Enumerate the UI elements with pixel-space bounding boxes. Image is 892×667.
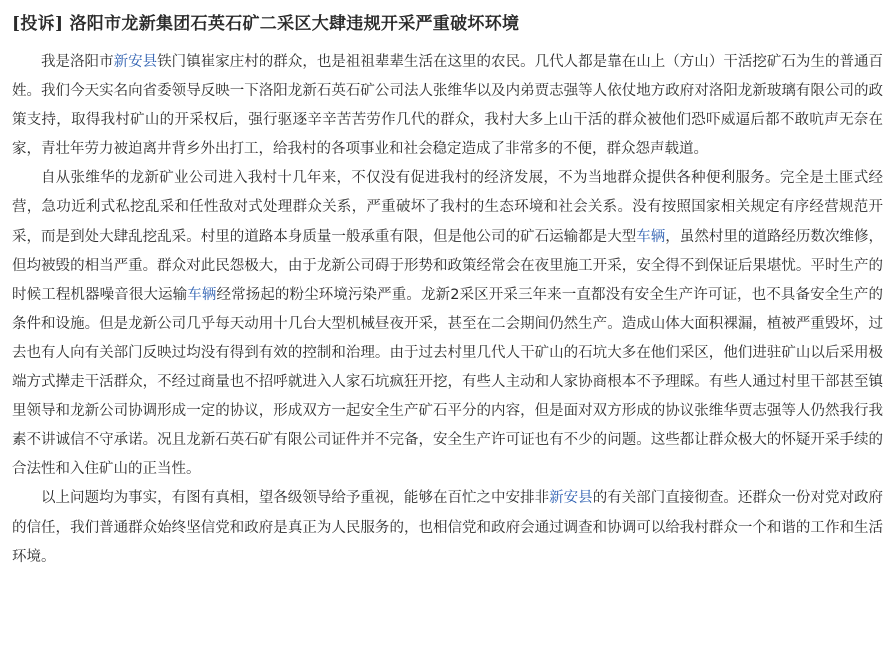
article-paragraph xyxy=(12,164,883,484)
paragraph-text: 我是洛阳市 xyxy=(41,54,114,70)
keyword-link[interactable]: 新安县 xyxy=(113,54,158,70)
paragraph-text: 自从张维华的龙新矿业公司进入我村十几年来，不仅没有促进我村的经济发展，不为当地群众提供各种便利服务。完全是土匪式经营，急功近利式私挖乱采和任性敌对式处理群众关系，严重破坏了我村的生态环境和社会关系。没有按照国家相关规定有序经营规范开采，而是到处大肆乱挖乱采。村里的道路本身质量一般承重有限，但是他公司的矿石运输都是大型 xyxy=(12,170,883,245)
keyword-link[interactable]: 车辆 xyxy=(187,286,217,303)
paragraph-text: 的有关部门直接彻查。还群众一份对党对政府的信任，我们普通群众始终坚信党和政府是真正为人民服务的，也相信党和政府会通过调查和协调可以给我村群众一个和谐的工作和生活环境。 xyxy=(12,490,884,565)
keyword-link[interactable]: 新安县 xyxy=(549,490,593,507)
article-paragraph xyxy=(12,484,883,571)
keyword-link[interactable]: 车辆 xyxy=(636,228,666,245)
article-body xyxy=(12,48,883,572)
paragraph-text: 铁门镇崔家庄村的群众，也是祖祖辈辈生活在这里的农民。几代人都是靠在山上（方山）干活挖矿石为生的普通百姓。我们今天实名向省委领导反映一下洛阳龙新石英石矿公司法人张维华以及内弟贾志强等人依仗地方政府对洛阳龙新玻璃有限公司的政策支持，取得我村矿山的开采权后，强行驱逐辛辛苦苦劳作几代的群众，我村大多上山干活的群众被他们恐吓威逼后都不敢吭声无奈在家，青壮年劳力被迫离井背乡外出打工，给我村的各项事业和社会稳定造成了非常多的不便，群众怨声载道。 xyxy=(12,54,884,158)
paragraph-text: 以上问题均为事实，有图有真相，望各级领导给予重视，能够在百忙之中安排非 xyxy=(41,490,550,507)
article-title: [投诉] 洛阳市龙新集团石英石矿二采区大肆违规开采严重破坏环境 xyxy=(12,14,520,34)
paragraph-text: 经常扬起的粉尘环境污染严重。龙新2采区开采三年来一直都没有安全生产许可证，也不具备安全生产的条件和设施。但是龙新公司几乎每天动用十几台大型机械昼夜开采，甚至在二会期间仍然生产。造成山体大面积裸漏，植被严重毁坏，过去也有人向有关部门反映过均没有得到有效的控制和治理。由于过去村里几代人干矿山的石坑大多在他们采区，他们进驻矿山以后采用极端方式撵走干活群众，不经过商量也不招呼就进入人家石坑疯狂开挖，有些人主动和人家协商根本不予理睬。有些人通过村里干部甚至镇里领导和龙新公司协调形成一定的协议，形成双方一起安全生产矿石平分的内容，但是面对双方形成的协议张维华贾志强等人仍然我行我素不讲诚信不守承诺。况且龙新石英石矿有限公司证件并不完备，安全生产许可证也有不少的问题。这些都让群众极大的怀疑开采手续的合法性和入住矿山的正当性。 xyxy=(12,286,884,478)
paragraph-text: ，虽然村里的道路经历数次维修，但均被毁的相当严重。群众对此民怨极大，由于龙新公司碍于形势和政策经常会在夜里施工开采，安全得不到保证后果堪忧。平时生产的时候工程机器噪音很大运输 xyxy=(12,228,884,303)
article-paragraph xyxy=(12,48,883,164)
